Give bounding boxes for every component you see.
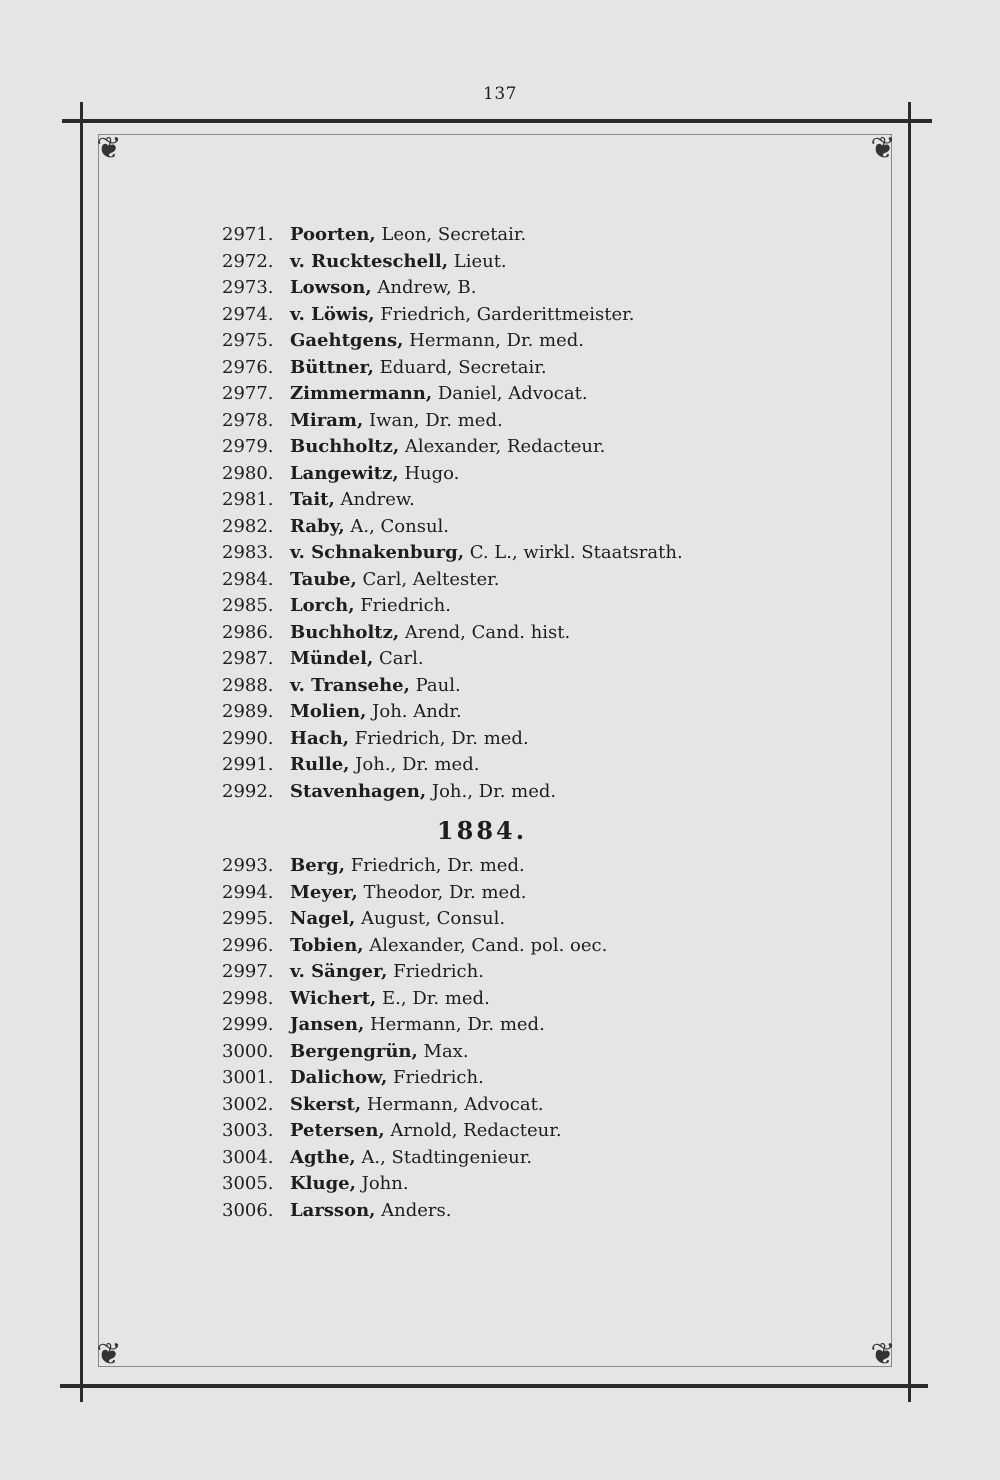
list-item [222,567,762,594]
entry-surname: v. Sänger, [290,961,388,982]
entry-surname: Rulle, [290,754,350,775]
frame-top-rule [62,119,932,123]
entry-surname: Lowson, [290,277,372,298]
entry-details: C. L., wirkl. Staatsrath. [464,542,683,563]
list-item [222,249,762,276]
entry-details: Alexander, Redacteur. [399,436,606,457]
entry-number: 2977. [222,383,274,404]
entries-before-heading [222,222,762,805]
list-item [222,540,762,567]
list-item [222,959,762,986]
entry-surname: Meyer, [290,881,358,903]
list-item [222,699,762,726]
list-item [222,461,762,488]
entry-number: 2997. [222,961,274,982]
entry-details: Joh., Dr. med. [426,780,557,802]
list-item [222,779,762,806]
entry-number: 2972. [222,250,274,272]
entry-number: 2985. [222,595,274,616]
entry-surname: Petersen, [290,1120,385,1141]
entry-number: 2998. [222,987,274,1009]
entry-number: 3005. [222,1173,274,1194]
entry-details: Daniel, Advocat. [432,383,588,404]
list-item [222,880,762,907]
entry-number: 2975. [222,330,274,351]
entry-number: 3000. [222,1040,274,1062]
entry-number: 2971. [222,224,274,245]
entry-surname: Hach, [290,727,349,749]
entry-details: Joh., Dr. med. [349,754,480,775]
entry-surname: v. Löwis, [290,303,375,325]
corner-ornament-bottom-right-icon: ❦ [870,1337,896,1372]
list-item [222,487,762,514]
entry-details: E., Dr. med. [376,987,490,1009]
entry-details: A., Consul. [344,515,450,537]
entry-details: Hermann, Dr. med. [364,1014,545,1035]
entry-details: Theodor, Dr. med. [357,881,527,903]
list-item [222,593,762,620]
entry-details: Andrew, B. [371,277,477,298]
entry-details: Friedrich, Garderittmeister. [374,303,635,325]
entry-number: 2988. [222,674,274,696]
entry-surname: Stavenhagen, [290,780,427,802]
entry-details: Hugo. [398,462,460,484]
entry-surname: v. Schnakenburg, [290,542,464,563]
entry-details: Hermann, Advocat. [361,1093,544,1115]
entry-number: 2981. [222,489,274,510]
entry-number: 2974. [222,303,274,325]
entry-details: Alexander, Cand. pol. oec. [363,934,608,956]
entry-number: 2976. [222,356,274,378]
entry-number: 3004. [222,1146,274,1168]
list-item [222,408,762,435]
entry-surname: Taube, [290,568,357,590]
list-item [222,1145,762,1172]
entry-number: 2996. [222,934,274,956]
frame-right-rule [908,102,911,1402]
entry-surname: Raby, [290,515,345,537]
page-number: 137 [483,84,517,104]
list-item [222,381,762,408]
entry-surname: Jansen, [290,1014,365,1035]
entry-number: 3003. [222,1120,274,1141]
entry-number: 2984. [222,568,274,590]
entry-details: Joh. Andr. [366,701,462,722]
corner-ornament-bottom-left-icon: ❦ [96,1337,122,1372]
entry-surname: Buchholtz, [290,621,400,643]
entry-number: 3001. [222,1067,274,1088]
entry-surname: Poorten, [290,224,376,245]
list-item [222,986,762,1013]
list-item [222,933,762,960]
entry-number: 2982. [222,515,274,537]
frame-bottom-rule [60,1384,928,1388]
entry-number: 2987. [222,648,274,669]
list-item [222,752,762,779]
list-item [222,1092,762,1119]
entry-number: 2993. [222,855,274,876]
entry-surname: Skerst, [290,1093,362,1115]
entry-details: Hermann, Dr. med. [403,330,584,351]
list-item [222,275,762,302]
list-item [222,1171,762,1198]
list-item [222,646,762,673]
entry-surname: Gaehtgens, [290,330,404,351]
list-item [222,1039,762,1066]
year-heading: 1884. [436,816,528,845]
entry-surname: Langewitz, [290,462,399,484]
entry-surname: Agthe, [290,1146,356,1168]
entry-details: Friedrich, Dr. med. [348,727,529,749]
entry-details: Andrew. [334,489,415,510]
entry-number: 2979. [222,436,274,457]
entry-number: 2980. [222,462,274,484]
list-item [222,726,762,753]
entry-surname: Buchholtz, [290,436,400,457]
corner-ornament-top-left-icon: ❦ [96,131,122,166]
entry-details: Friedrich. [354,595,451,616]
entry-surname: Dalichow, [290,1067,388,1088]
entry-details: Anders. [375,1199,452,1221]
list-item [222,222,762,249]
entry-surname: Kluge, [290,1173,356,1194]
entry-surname: Bergengrün, [290,1040,418,1062]
entry-details: Carl, Aeltester. [356,568,500,590]
entry-number: 2990. [222,727,274,749]
corner-ornament-top-right-icon: ❦ [870,131,896,166]
entries-after-heading [222,853,762,1224]
entry-surname: Berg, [290,855,346,876]
entry-details: Lieut. [448,250,507,272]
entry-details: Friedrich, Dr. med. [345,855,525,876]
entry-surname: v. Ruckteschell, [290,250,449,272]
entry-details: Carl. [373,648,424,669]
entry-surname: Nagel, [290,908,356,929]
list-item [222,1012,762,1039]
entry-number: 2999. [222,1014,274,1035]
entry-number: 2983. [222,542,274,563]
entry-surname: v. Transehe, [290,674,410,696]
entry-details: Eduard, Secretair. [373,356,547,378]
member-list [222,222,762,1224]
entry-number: 2986. [222,621,274,643]
list-item [222,673,762,700]
list-item [222,328,762,355]
entry-details: Arnold, Redacteur. [384,1120,562,1141]
list-item [222,514,762,541]
entry-surname: Molien, [290,701,367,722]
entry-number: 2989. [222,701,274,722]
entry-number: 3002. [222,1093,274,1115]
entry-number: 2994. [222,881,274,903]
entry-surname: Wichert, [290,987,377,1009]
entry-details: Friedrich. [387,961,484,982]
entry-number: 2973. [222,277,274,298]
entry-surname: Büttner, [290,356,374,378]
entry-surname: Mündel, [290,648,374,669]
entry-details: Arend, Cand. hist. [399,621,571,643]
list-item [222,1065,762,1092]
entry-details: John. [355,1173,409,1194]
entry-details: Iwan, Dr. med. [363,409,503,431]
list-item [222,853,762,880]
entry-surname: Tait, [290,489,335,510]
entry-number: 3006. [222,1199,274,1221]
list-item [222,1118,762,1145]
entry-details: Paul. [409,674,461,696]
entry-number: 2992. [222,780,274,802]
entry-details: Max. [417,1040,469,1062]
list-item [222,906,762,933]
entry-details: August, Consul. [355,908,506,929]
list-item [222,620,762,647]
entry-details: Friedrich. [387,1067,484,1088]
entry-surname: Tobien, [290,934,364,956]
entry-surname: Zimmermann, [290,383,433,404]
frame-left-rule [80,102,83,1402]
entry-details: A., Stadtingenieur. [355,1146,533,1168]
entry-surname: Larsson, [290,1199,376,1221]
entry-surname: Lorch, [290,595,355,616]
entry-number: 2995. [222,908,274,929]
list-item [222,302,762,329]
entry-details: Leon, Secretair. [375,224,527,245]
list-item [222,355,762,382]
entry-number: 2991. [222,754,274,775]
list-item [222,434,762,461]
list-item [222,1198,762,1225]
entry-number: 2978. [222,409,274,431]
entry-surname: Miram, [290,409,364,431]
